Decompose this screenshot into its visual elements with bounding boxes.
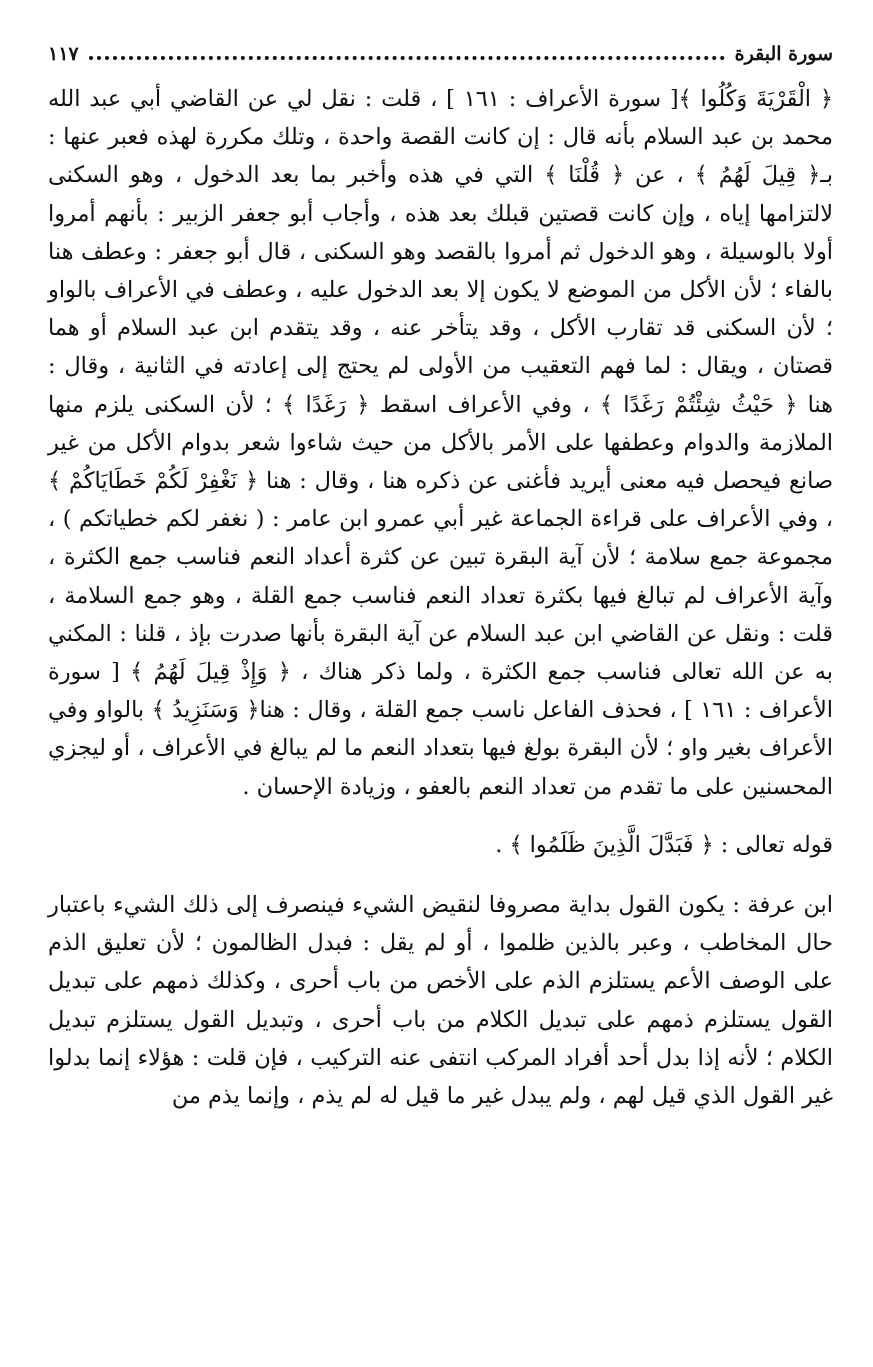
body-paragraph-1: ﴿ الْقَرْيَةَ وَكُلُوا ﴾[ سورة الأعراف : ١٦١ ] ، قلت : نقل لي عن القاضي أبي عبد الله محمد بن عبد السلام بأنه قال : إن كانت القصة واحدة ، وتلك مكررة لهذه فعبر عنها : بـ﴿ قِيلَ لَهُمُ ﴾ ، عن ﴿ قُلْنَا ﴾ التي في هذه وأخبر بما بعد الدخول ، وهو السكنى لالتزامها إياه ، وإن كانت قصتين قبلك بعد هذه ، وأجاب أبو جعفر الزبير : بأنهم أمروا أولا بالوسيلة ، وهو الدخول ثم أمروا بالقصد وهو السكنى ، قال أبو جعفر : وعطف هنا بالفاء ؛ لأن الأكل من الموضع لا يكون إلا بعد الدخول عليه ، وعطف في الأعراف بالواو ؛ لأن السكنى قد تقارب الأكل ، وقد يتأخر عنه ، وقد يتقدم ابن عبد السلام أو هما قصتان ، ويقال : لما فهم التعقيب من الأولى لم يحتج إلى إعادته في الثانية ، وقال : هنا ﴿ حَيْثُ شِئْتُمْ رَغَدًا ﴾ ، وفي الأعراف اسقط ﴿ رَغَدًا ﴾ ؛ لأن السكنى يلزم منها الملازمة والدوام وعطفها على الأمر بالأكل من حيث شاءوا شعر بدوام الأكل من غير صانع فيحصل فيه معنى أيريد فأغنى عن ذكره هنا ، وقال : هنا ﴿ نَغْفِرْ لَكُمْ خَطَايَاكُمْ ﴾ ، وفي الأعراف على قراءة الجماعة غير أبي عمرو ابن عامر : ( نغفر لكم خطياتكم ) ، مجموعة جمع سلامة ؛ لأن آية البقرة تبين عن كثرة أعداد النعم فناسب جمع الكثرة ، وآية الأعراف لم تبالغ فيها بكثرة تعداد النعم فناسب جمع القلة ، وهو جمع السلامة ، قلت : ونقل عن القاضي ابن عبد السلام عن آية البقرة بأنها صدرت بإذ ، قلنا : المكني به عن الله تعالى فناسب جمع الكثرة ، ولما ذكر هناك ، ﴿ وَإِذْ قِيلَ لَهُمُ ﴾ [ سورة الأعراف : ١٦١ ] ، فحذف الفاعل ناسب جمع القلة ، وقال : هنا﴿ وَسَنَزِيدُ ﴾ بالواو وفي الأعراف بغير واو ؛ لأن البقرة بولغ فيها بتعداد النعم ما لم يبالغ في الأعراف ، أو ليجزي المحسنين على ما تقدم من تعداد النعم بالعفو ، وزيادة الإحسان .: [48, 86, 833, 800]
page-number: ١١٧: [48, 43, 79, 65]
body-paragraph-2: ابن عرفة : يكون القول بداية مصروفا لنقيض الشيء فينصرف إلى ذلك الشيء باعتبار حال المخاطب ، وعبر بالذين ظلموا ، أو لم يقل : فبدل الظالمون ؛ لأن تعليق الذم على الوصف الأعم يستلزم الذم على الأخص من باب أحرى ، وكذلك ذمهم على تبديل القول يستلزم ذمهم على تبديل الكلام من باب أحرى ، وتبديل القول يستلزم تبديل الكلام ؛ لأنه إذا بدل أحد أفراد المركب انتفى عنه التركيب ، فإن قلت : هؤلاء إنما بدلوا غير القول الذي قيل لهم ، ولم يبدل غير ما قيل له لم يذم ، وإنما يذم من: [48, 892, 833, 1110]
verse-heading: قوله تعالى : ﴿ فَبَدَّلَ الَّذِينَ ظَلَمُوا ﴾ .: [495, 831, 833, 858]
header-surah-title: سورة البقرة: [734, 43, 833, 65]
running-header: [48, 36, 833, 72]
header-dotted-leader: [89, 56, 725, 60]
